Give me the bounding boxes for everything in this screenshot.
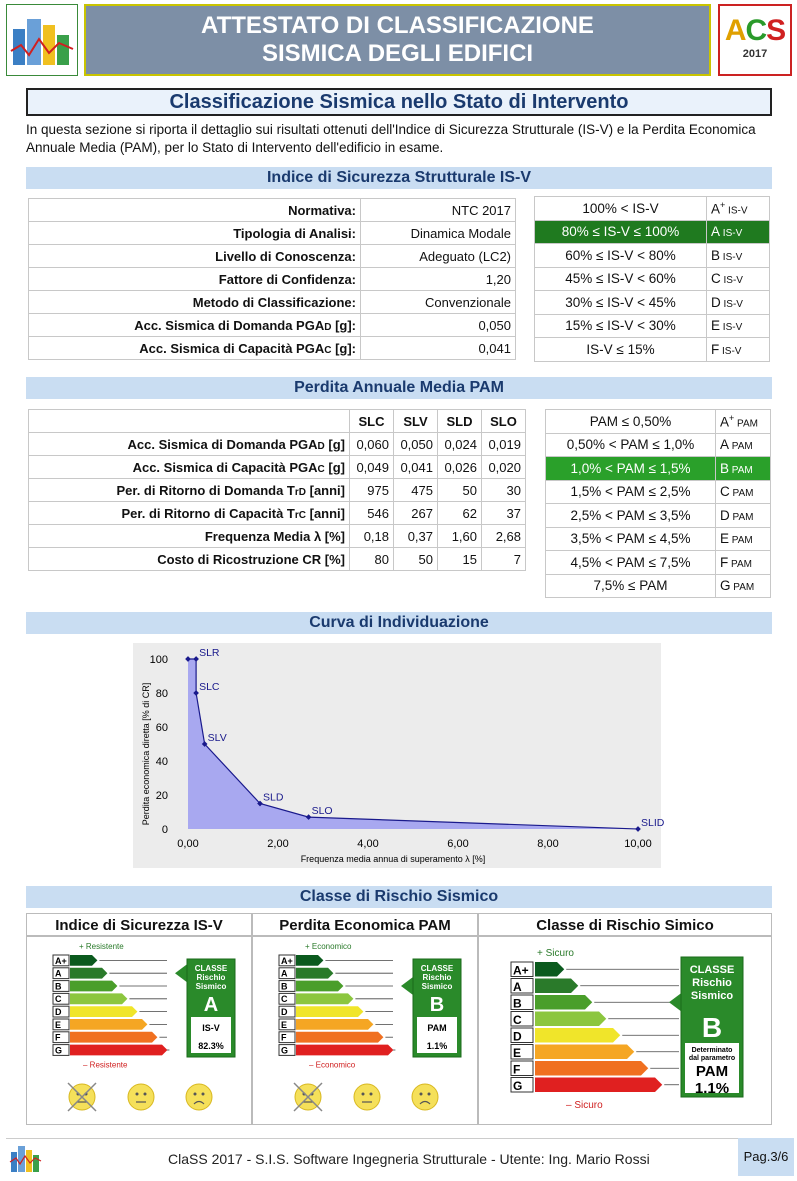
point-label: SLID (641, 817, 665, 829)
risk-panel (26, 936, 252, 1125)
scale-bar (70, 993, 127, 1004)
table-cell: 30 (482, 479, 526, 502)
scale-bar (296, 1006, 363, 1017)
energy-scale-graphic (27, 937, 253, 1124)
x-tick-label: 0,00 (177, 838, 199, 850)
smiley-eye (362, 1093, 365, 1096)
class-sub: PAM (729, 511, 754, 523)
table-cell: 0,019 (482, 433, 526, 456)
scale-bottom-label: – Resistente (83, 1060, 128, 1070)
smiley-eye (202, 1093, 205, 1096)
table-cell: 475 (394, 479, 438, 502)
scale-top-label: + Resistente (79, 942, 124, 951)
pam-class-table (545, 409, 771, 598)
row-value: 0,050 (361, 314, 516, 337)
scale-bar (296, 1019, 373, 1030)
table-row (29, 245, 516, 268)
class-range: 3,5% < PAM ≤ 4,5% (546, 527, 716, 551)
class-letter: A+ IS-V (707, 197, 770, 221)
class-row (535, 244, 770, 268)
table-cell: 0,050 (394, 433, 438, 456)
table-row (29, 291, 516, 314)
row-value: NTC 2017 (361, 199, 516, 222)
scale-bottom-label: – Economico (309, 1060, 356, 1070)
class-letter: A PAM (716, 433, 771, 457)
class-row (546, 527, 771, 551)
scale-letter: A (281, 968, 288, 979)
class-row (535, 314, 770, 338)
class-box-title: CLASSE (194, 964, 228, 973)
y-tick-label: 100 (149, 654, 168, 666)
row-label: Per. di Ritorno di Domanda TrD [anni] (29, 479, 350, 502)
row-label: Tipologia di Analisi: (29, 222, 361, 245)
table-cell: 2,68 (482, 525, 526, 548)
table-cell: 62 (438, 502, 482, 525)
table-row (29, 222, 516, 245)
table-cell: 50 (438, 479, 482, 502)
energy-scale-graphic (253, 937, 479, 1124)
table-cell: 267 (394, 502, 438, 525)
class-letter: F PAM (716, 551, 771, 575)
scale-letter: E (513, 1046, 522, 1060)
table-cell: 15 (438, 548, 482, 571)
class-pointer-icon (175, 964, 187, 982)
scale-letter: G (55, 1045, 63, 1056)
row-label: Acc. Sismica di Domanda PGAD [g] (29, 433, 350, 456)
acs-year: 2017 (742, 48, 768, 60)
y-axis-label: Perdita economica diretta [% di CR] (141, 682, 151, 826)
point-label: SLR (199, 647, 220, 659)
class-sub: PAM (728, 558, 752, 570)
scale-bar (535, 962, 564, 977)
scale-letter: E (281, 1019, 288, 1030)
class-range: 1,0% < PAM ≤ 1,5% (546, 457, 716, 481)
x-tick-label: 2,00 (267, 838, 289, 850)
acs-letters (720, 14, 790, 48)
class-range: 2,5% < PAM ≤ 3,5% (546, 504, 716, 528)
table-cell: 50 (394, 548, 438, 571)
risk-panel-title: Indice di Sicurezza IS-V (26, 913, 252, 936)
scale-bar (535, 1012, 606, 1027)
class-param: IS-V (202, 1023, 220, 1033)
scale-bar (535, 1061, 648, 1076)
class-sub: IS-V (720, 251, 743, 263)
class-note: dal parametro (688, 1055, 736, 1062)
smiley-eye (420, 1093, 423, 1096)
y-tick-label: 20 (155, 790, 168, 802)
scale-bar (535, 979, 578, 994)
class-range: 45% ≤ IS-V < 60% (535, 267, 707, 291)
scale-letter: C (281, 994, 288, 1005)
class-letter: E IS-V (707, 314, 770, 338)
class-sub: IS-V (720, 298, 743, 310)
class-range: 30% ≤ IS-V < 45% (535, 291, 707, 315)
class-sub: PAM (734, 418, 758, 430)
column-header: SLO (482, 410, 526, 433)
scale-bar (296, 993, 353, 1004)
table-cell: 0,18 (350, 525, 394, 548)
footer-text: ClaSS 2017 - S.I.S. Software Ingegneria Strutturale - Utente: Ing. Mario Rossi (168, 1151, 650, 1167)
class-row (535, 267, 770, 291)
x-axis-label: Frequenza media annua di superamento λ [%] (300, 854, 486, 864)
class-row (535, 197, 770, 221)
point-label: SLD (263, 791, 284, 804)
class-sub: PAM (730, 582, 755, 594)
acs-brand (718, 4, 792, 76)
scale-letter: G (281, 1045, 289, 1056)
scale-bar (70, 1032, 157, 1043)
label-subscript: rD (294, 486, 306, 498)
risk-panel (252, 936, 478, 1125)
scale-bar (535, 1028, 620, 1043)
class-pointer-icon (669, 993, 681, 1011)
class-range: 80% ≤ IS-V ≤ 100% (535, 220, 707, 244)
label-subscript: D (317, 440, 325, 452)
class-sup: + (720, 200, 726, 210)
energy-scale-graphic (479, 937, 773, 1124)
row-label: Normativa: (29, 199, 361, 222)
y-tick-label: 40 (155, 756, 168, 768)
scale-letter: F (55, 1032, 61, 1043)
class-sub: PAM (729, 488, 754, 500)
buildings-logo-icon (8, 1140, 42, 1174)
scale-letter: A+ (281, 955, 293, 966)
scale-bar (296, 968, 333, 979)
class-letter: F IS-V (707, 338, 770, 362)
scale-bar (296, 1032, 383, 1043)
row-value: Dinamica Modale (361, 222, 516, 245)
scale-bar (296, 955, 323, 966)
acs-letter-a: A (724, 14, 746, 47)
class-letter-large: A (203, 994, 219, 1016)
table-cell: 0,041 (394, 456, 438, 479)
class-sub: IS-V (719, 345, 742, 357)
class-box-title: CLASSE (689, 964, 735, 976)
scale-letter: F (513, 1062, 521, 1077)
risk-band: Classe di Rischio Sismico (26, 886, 772, 908)
scale-bar (535, 995, 592, 1010)
class-value: 1.1% (426, 1041, 448, 1051)
class-box-title: Rischio (196, 973, 226, 982)
class-box-title: Sismico (421, 982, 453, 991)
risk-panel (478, 936, 772, 1125)
smiley-eye (194, 1093, 197, 1096)
scale-letter: D (281, 1007, 288, 1017)
label-subscript: rC (294, 509, 306, 521)
y-tick-label: 0 (161, 824, 168, 836)
scale-letter: C (55, 994, 62, 1005)
row-label: Acc. Sismica di Domanda PGAD [g]: (29, 314, 361, 337)
smiley-icon (354, 1084, 380, 1110)
footer-logo (8, 1140, 42, 1174)
row-label: Acc. Sismica di Capacità PGAC [g] (29, 456, 350, 479)
x-tick-label: 6,00 (447, 838, 469, 850)
row-label: Metodo di Classificazione: (29, 291, 361, 314)
x-tick-label: 4,00 (357, 838, 379, 850)
scale-letter: C (513, 1013, 522, 1027)
class-box-title: Sismico (195, 982, 227, 991)
scale-top-label: + Sicuro (537, 948, 574, 959)
smiley-eye (428, 1093, 431, 1096)
class-range: 4,5% < PAM ≤ 7,5% (546, 551, 716, 575)
table-row (29, 456, 526, 479)
scale-bar (535, 1078, 662, 1093)
class-sub: PAM (729, 535, 753, 547)
table-cell: 37 (482, 502, 526, 525)
class-row (546, 410, 771, 434)
table-row (29, 525, 526, 548)
scale-bar (296, 981, 343, 992)
scale-letter: A+ (55, 955, 67, 966)
class-range: PAM ≤ 0,50% (546, 410, 716, 434)
table-row (29, 433, 526, 456)
scale-bottom-label: – Sicuro (566, 1100, 603, 1111)
scale-letter: A (513, 980, 522, 994)
row-label: Fattore di Confidenza: (29, 268, 361, 291)
class-letter: G PAM (716, 574, 771, 598)
isv-band: Indice di Sicurezza Strutturale IS-V (26, 167, 772, 189)
scale-letter: B (281, 981, 288, 992)
table-cell: 0,020 (482, 456, 526, 479)
class-range: 0,50% < PAM ≤ 1,0% (546, 433, 716, 457)
column-header: SLV (394, 410, 438, 433)
scale-bar (296, 1045, 393, 1056)
table-cell: 1,60 (438, 525, 482, 548)
table-cell: 975 (350, 479, 394, 502)
table-row (29, 314, 516, 337)
class-letter: B PAM (716, 457, 771, 481)
row-label: Per. di Ritorno di Capacità TrC [anni] (29, 502, 350, 525)
row-label: Frequenza Media λ [%] (29, 525, 350, 548)
row-label: Livello di Conoscenza: (29, 245, 361, 268)
acs-letter-s: S (766, 14, 786, 47)
class-row (535, 338, 770, 362)
class-sub: IS-V (720, 322, 743, 334)
scale-letter: G (513, 1079, 523, 1093)
table-cell: 80 (350, 548, 394, 571)
point-label: SLV (207, 732, 227, 744)
scale-letter: B (513, 996, 522, 1011)
x-tick-label: 10,00 (624, 838, 652, 850)
scale-bar (70, 1045, 167, 1056)
class-box-title: Rischio (692, 977, 732, 989)
class-row (546, 480, 771, 504)
acs-letter-c: C (745, 14, 767, 47)
class-note: Determinato (691, 1047, 733, 1054)
table-cell: 0,026 (438, 456, 482, 479)
scale-bar (70, 1019, 147, 1030)
table-row (29, 502, 526, 525)
smiley-icon (412, 1084, 438, 1110)
pam-band: Perdita Annuale Media PAM (26, 377, 772, 399)
table-cell: 7 (482, 548, 526, 571)
class-row (535, 291, 770, 315)
table-cell: 0,024 (438, 433, 482, 456)
class-letter: C PAM (716, 480, 771, 504)
risk-panel-title: Classe di Rischio Simico (478, 913, 772, 936)
smiley-icon (186, 1084, 212, 1110)
scale-letter: D (513, 1029, 522, 1044)
document-title (84, 4, 711, 76)
label-subscript: C (317, 463, 325, 475)
scale-letter: E (55, 1019, 62, 1030)
row-value: 1,20 (361, 268, 516, 291)
class-row (546, 551, 771, 575)
risk-panel-title: Perdita Economica PAM (252, 913, 478, 936)
page-number: Pag.3/6 (738, 1138, 794, 1176)
column-header: SLC (350, 410, 394, 433)
scale-bar (70, 955, 97, 966)
scale-bar (535, 1045, 634, 1060)
class-letter: D PAM (716, 504, 771, 528)
class-range: 7,5% ≤ PAM (546, 574, 716, 598)
table-cell: 546 (350, 502, 394, 525)
class-range: 100% < IS-V (535, 197, 707, 221)
y-tick-label: 80 (155, 688, 168, 700)
app-logo (6, 4, 78, 76)
class-sup: + (729, 413, 735, 423)
class-row (546, 504, 771, 528)
scale-letter: B (55, 981, 62, 992)
row-value: Convenzionale (361, 291, 516, 314)
class-letter: C IS-V (707, 267, 770, 291)
class-range: 1,5% < PAM ≤ 2,5% (546, 480, 716, 504)
table-cell: 0,060 (350, 433, 394, 456)
smiley-icon (128, 1084, 154, 1110)
row-value: Adeguato (LC2) (361, 245, 516, 268)
class-letter-large: B (701, 1012, 723, 1043)
class-row (546, 457, 771, 481)
curve-band: Curva di Individuazione (26, 612, 772, 634)
class-box-title: Sismico (690, 990, 734, 1002)
isv-table (28, 198, 516, 360)
scale-bar (70, 968, 107, 979)
scale-letter: F (281, 1032, 287, 1043)
point-label: SLC (199, 681, 220, 693)
row-label: Acc. Sismica di Capacità PGAC [g]: (29, 337, 361, 360)
section-title: Classificazione Sismica nello Stato di Intervento (26, 88, 772, 116)
scale-top-label: + Economico (305, 942, 352, 951)
class-param: PAM (427, 1023, 447, 1033)
class-row (535, 220, 770, 244)
x-tick-label: 8,00 (537, 838, 559, 850)
y-tick-label: 60 (155, 722, 168, 734)
isv-class-table (534, 196, 770, 362)
point-label: SLO (311, 805, 333, 818)
scale-bar (70, 1006, 137, 1017)
class-box-title: CLASSE (420, 964, 454, 973)
table-row (29, 199, 516, 222)
class-sub: IS-V (720, 228, 743, 240)
class-value: 82.3% (198, 1041, 224, 1051)
class-pointer-icon (401, 977, 413, 995)
class-sub: PAM (729, 441, 753, 453)
buildings-logo-icon (7, 5, 77, 75)
class-range: 15% ≤ IS-V < 30% (535, 314, 707, 338)
title-line-2: SISMICA DEGLI EDIFICI (261, 40, 534, 67)
class-box-title: Rischio (422, 973, 452, 982)
class-letter: A IS-V (707, 220, 770, 244)
column-header: SLD (438, 410, 482, 433)
class-sub: PAM (729, 464, 753, 476)
table-row (29, 337, 516, 360)
smiley-eye (370, 1093, 373, 1096)
header-empty (29, 410, 350, 433)
class-sub: IS-V (720, 275, 743, 287)
scale-letter: A (55, 968, 62, 979)
smiley-eye (144, 1093, 147, 1096)
class-letter: A+ PAM (716, 410, 771, 434)
class-letter-large: B (429, 994, 445, 1016)
class-value: 1.1% (694, 1080, 730, 1097)
pam-table (28, 409, 526, 571)
scale-letter: D (55, 1007, 62, 1017)
class-sub: IS-V (725, 205, 748, 217)
class-range: 60% ≤ IS-V < 80% (535, 244, 707, 268)
curve-area (188, 659, 638, 829)
class-row (546, 433, 771, 457)
smiley-eye (136, 1093, 139, 1096)
table-header-row (29, 410, 526, 433)
row-label: Costo di Ricostruzione CR [%] (29, 548, 350, 571)
table-row (29, 479, 526, 502)
label-subscript: D (324, 321, 332, 333)
table-row (29, 548, 526, 571)
curve-point (635, 826, 641, 832)
class-param: PAM (695, 1063, 729, 1080)
table-cell: 0,049 (350, 456, 394, 479)
class-letter: E PAM (716, 527, 771, 551)
scale-bar (70, 981, 117, 992)
row-value: 0,041 (361, 337, 516, 360)
class-letter: B IS-V (707, 244, 770, 268)
table-cell: 0,37 (394, 525, 438, 548)
curve-chart (133, 643, 665, 868)
title-line-1: ATTESTATO DI CLASSIFICAZIONE (201, 12, 594, 39)
label-subscript: C (324, 344, 332, 356)
class-range: IS-V ≤ 15% (535, 338, 707, 362)
intro-text: In questa sezione si riporta il dettaglio sui risultati ottenuti dell'Indice di Sicurezza Strutturale (IS-V) e la Perdita Economica Annuale Media (PAM), per lo Stato di Intervento dell'edificio in esame. (26, 122, 756, 155)
scale-letter: A+ (513, 963, 529, 978)
class-row (546, 574, 771, 598)
class-letter: D IS-V (707, 291, 770, 315)
table-row (29, 268, 516, 291)
